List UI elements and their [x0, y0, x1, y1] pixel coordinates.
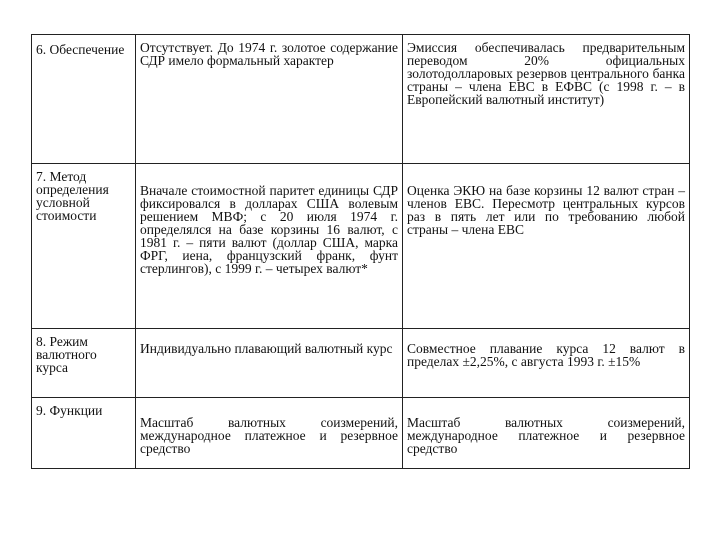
- criterion-label: 8. Режим валютного курса: [36, 334, 97, 375]
- sdr-text: Отсутствует. До 1974 г. золотое содержание СДР имело формальный характер: [140, 40, 398, 68]
- ecu-cell: [403, 164, 690, 329]
- table-row: [32, 164, 690, 329]
- sdr-text: Вначале стоимостной паритет единицы СДР фиксировался в долларах США волевым решением МВФ; с 20 июля 1974 г. определялся на базе корзины 16 валют, с 1981 г. – пяти валют (доллар США, марка ФРГ, иена, французский франк, фунт стерлингов), с 1999 г. – четырех валют*: [140, 183, 398, 276]
- criterion-cell: [32, 35, 136, 164]
- criterion-cell: [32, 164, 136, 329]
- comparison-table: [31, 34, 690, 469]
- sdr-text: Масштаб валютных соизмерений, международное платежное и резервное средство: [140, 415, 398, 456]
- criterion-cell: [32, 329, 136, 398]
- sdr-text: Индивидуально плавающий валютный курс: [140, 341, 393, 356]
- ecu-cell: [403, 329, 690, 398]
- ecu-text: Масштаб валютных соизмерений, международное платежное и резервное средство: [407, 415, 685, 456]
- criterion-label: 6. Обеспечение: [36, 42, 125, 57]
- criterion-label: 9. Функции: [36, 403, 103, 418]
- criterion-label: 7. Метод определения условной стоимости: [36, 169, 109, 223]
- ecu-text: Оценка ЭКЮ на базе корзины 12 валют стран – членов ЕВС. Пересмотр центральных курсов раз в пять лет или по требованию любой страны – члена ЕВС: [407, 183, 685, 237]
- sdr-cell: [136, 329, 403, 398]
- ecu-text: Эмиссия обеспечивалась предварительным переводом 20% официальных золотодолларовых резервов центрального банка страны – члена ЕВС в ЕФВС (с 1998 г. – в Европейский валютный институт): [407, 40, 685, 107]
- ecu-cell: [403, 398, 690, 469]
- sdr-cell: [136, 164, 403, 329]
- table-row: [32, 398, 690, 469]
- table-row: [32, 35, 690, 164]
- sdr-cell: [136, 35, 403, 164]
- criterion-cell: [32, 398, 136, 469]
- ecu-text: Совместное плавание курса 12 валют в пределах ±2,25%, с августа 1993 г. ±15%: [407, 341, 685, 369]
- table-row: [32, 329, 690, 398]
- sdr-cell: [136, 398, 403, 469]
- ecu-cell: [403, 35, 690, 164]
